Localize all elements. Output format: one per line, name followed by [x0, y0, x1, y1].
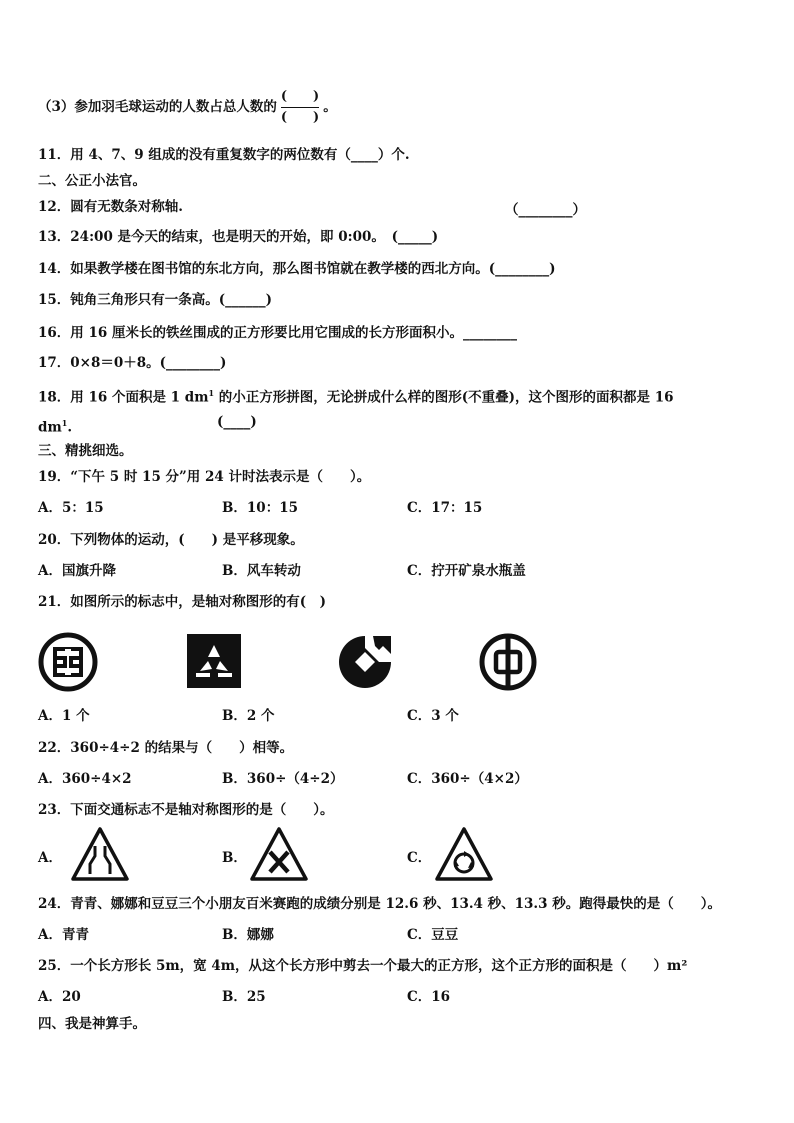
- question-18-line-1: [38, 384, 674, 407]
- question-19: 19．“下午 5 时 15 分”用 24 计时法表示是（ ）。: [38, 469, 371, 485]
- question-22-option-a: A．360÷4×2: [38, 771, 132, 787]
- bank-logo-1-icon: [38, 632, 98, 692]
- question-14: 14．如果教学楼在图书馆的东北方向，那么图书馆就在教学楼的西北方向。(________): [38, 261, 556, 277]
- superscript: 1: [61, 418, 68, 428]
- question-19-option-c: C．17：15: [407, 500, 483, 516]
- question-18-answer: (____): [217, 414, 257, 430]
- question-20: 20．下列物体的运动，( ) 是平移现象。: [38, 532, 304, 548]
- question-25-option-a: A．20: [38, 989, 81, 1005]
- question-22-option-c: C．360÷（4×2）: [407, 771, 528, 787]
- fraction-bar: [281, 107, 319, 108]
- question-21-option-c: C．3 个: [407, 708, 459, 724]
- crossroad-sign-icon: [249, 826, 309, 882]
- superscript: 1: [208, 388, 215, 398]
- fraction-denominator: ( ): [280, 110, 320, 125]
- question-23-option-c: C．: [407, 850, 432, 866]
- question-19-option-b: B．10：15: [222, 500, 298, 516]
- question-end: 。: [323, 99, 337, 115]
- question-text: 18．用 16 个面积是 1 dm: [38, 389, 209, 406]
- question-20-option-c: C．拧开矿泉水瓶盖: [407, 563, 526, 579]
- question-10-3: [38, 88, 337, 127]
- question-13: 13．24:00 是今天的结束，也是明天的开始，即 0:00。 (_____): [38, 229, 439, 245]
- bank-logo-4-icon: [478, 632, 538, 692]
- question-20-option-a: A．国旗升降: [38, 563, 116, 579]
- unit-text: dm: [38, 419, 62, 436]
- question-25: 25．一个长方形长 5m，宽 4m，从这个长方形中剪去一个最大的正方形，这个正方形的面积是（ ）m²: [38, 958, 688, 974]
- question-24-option-c: C．豆豆: [407, 927, 459, 943]
- question-17: 17．0×8＝0＋8。(________): [38, 355, 227, 371]
- bank-logo-2-icon: [186, 633, 242, 689]
- question-22-option-b: B．360÷（4÷2）: [222, 771, 344, 787]
- question-22: 22．360÷4÷2 的结果与（ ）相等。: [38, 740, 294, 756]
- question-19-option-a: A．5：15: [38, 500, 104, 516]
- roundabout-sign-icon: [434, 826, 494, 882]
- question-24-option-a: A．青青: [38, 927, 89, 943]
- fraction-numerator: ( ): [280, 89, 320, 104]
- question-18-line-2: [38, 414, 72, 437]
- question-12-answer: （________）: [505, 202, 586, 218]
- section-2-title: 二、公正小法官。: [38, 173, 146, 189]
- question-21-option-b: B．2 个: [222, 708, 275, 724]
- question-23-option-a: A．: [38, 850, 62, 866]
- question-24: 24．青青、娜娜和豆豆三个小朋友百米赛跑的成绩分别是 12.6 秒、13.4 秒、13.3 秒。跑得最快的是（ ）。: [38, 896, 721, 912]
- question-21-option-a: A．1 个: [38, 708, 90, 724]
- question-23-option-b: B．: [222, 850, 247, 866]
- period: .: [67, 419, 73, 436]
- question-text: （3）参加羽毛球运动的人数占总人数的: [38, 99, 277, 115]
- fraction-blank: [281, 88, 319, 127]
- bank-logo-3-icon: [335, 632, 395, 692]
- question-16: 16．用 16 厘米长的铁丝围成的正方形要比用它围成的长方形面积小。________: [38, 325, 517, 341]
- question-21: 21．如图所示的标志中，是轴对称图形的有( ): [38, 594, 327, 610]
- question-12: 12．圆有无数条对称轴.: [38, 199, 183, 215]
- question-25-option-b: B．25: [222, 989, 266, 1005]
- section-4-title: 四、我是神算手。: [38, 1016, 146, 1032]
- question-text-cont: 的小正方形拼图，无论拼成什么样的图形(不重叠)，这个图形的面积都是 16: [214, 389, 674, 406]
- question-24-option-b: B．娜娜: [222, 927, 274, 943]
- question-11: 11．用 4、7、9 组成的没有重复数字的两位数有（____）个.: [38, 147, 410, 163]
- question-25-option-c: C．16: [407, 989, 451, 1005]
- section-3-title: 三、精挑细选。: [38, 443, 133, 459]
- question-15: 15．钝角三角形只有一条高。(______): [38, 292, 273, 308]
- question-23: 23．下面交通标志不是轴对称图形的是（ ）。: [38, 802, 334, 818]
- narrow-road-sign-icon: [70, 826, 130, 882]
- question-20-option-b: B．风车转动: [222, 563, 301, 579]
